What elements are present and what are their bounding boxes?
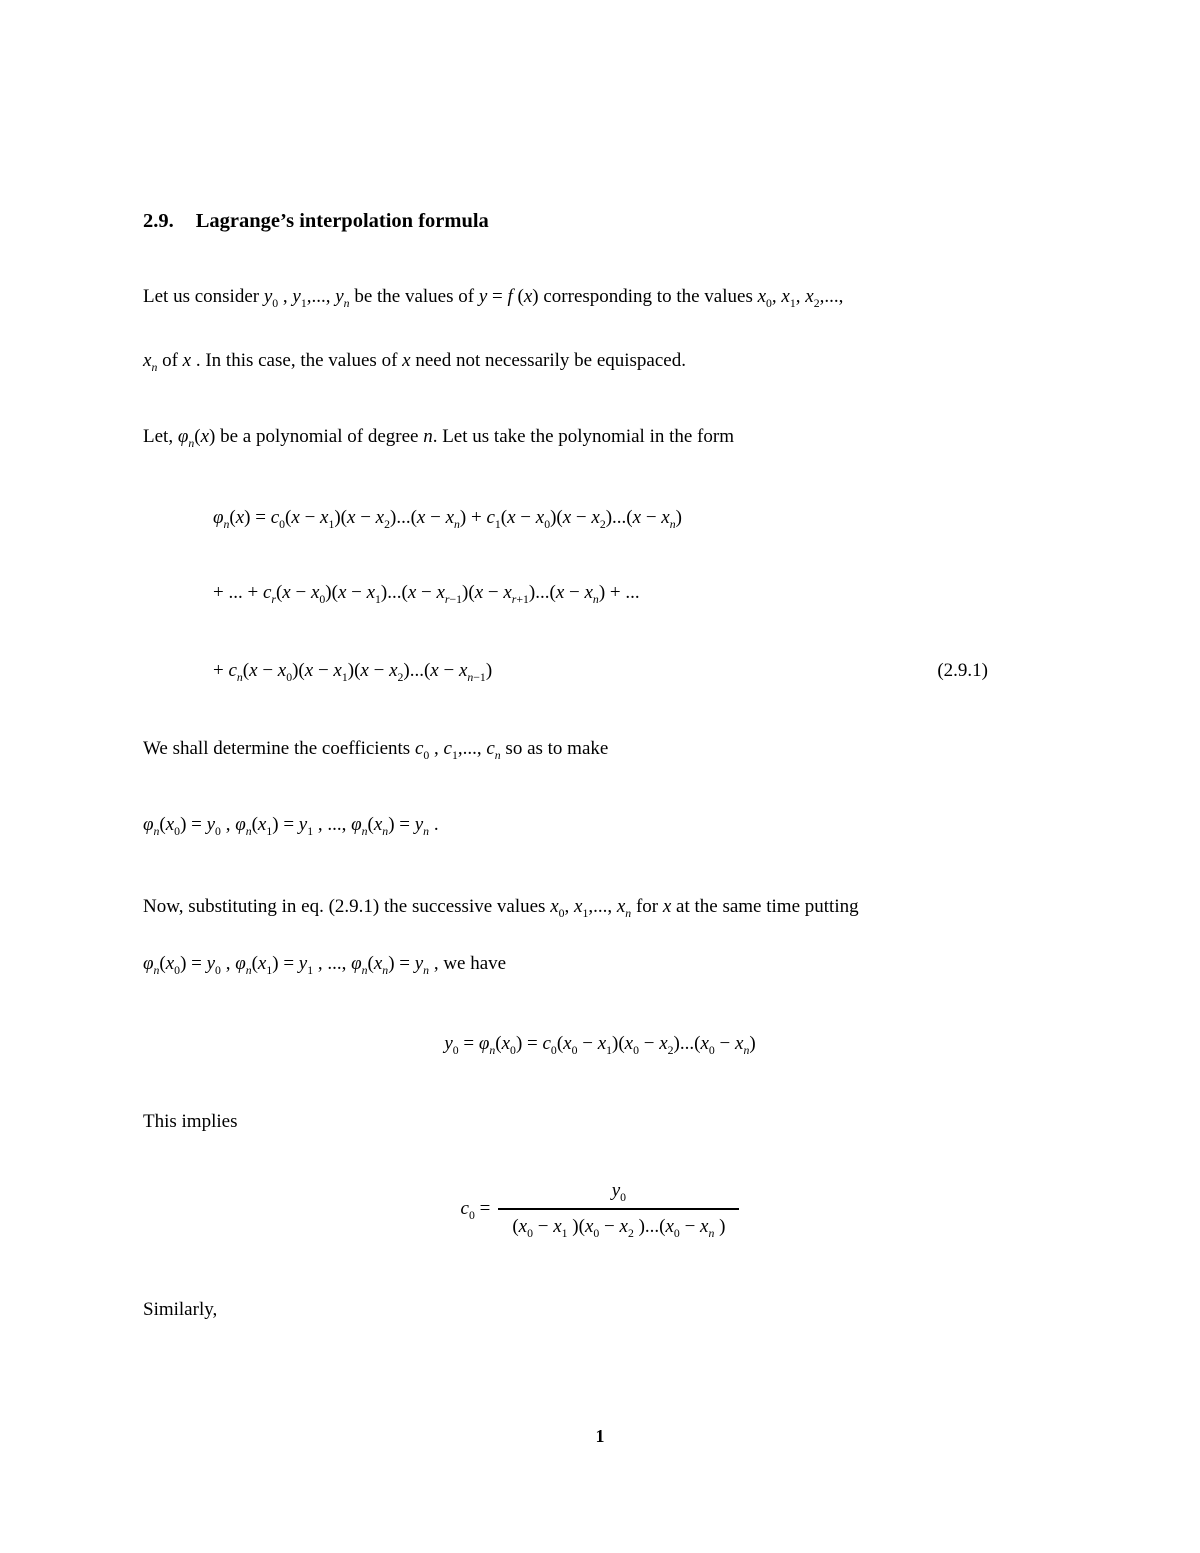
- equation-2-9-1-line-3: [213, 658, 988, 684]
- footer-page-number: 1: [595, 1426, 605, 1446]
- paragraph-4-line-2: $\varphi_n(x_0) = y_0$ , $\varphi_n(x_1) = y_1$ , ..., $\varphi_n(x_n) = y_n$ , we have: [143, 953, 507, 977]
- paragraph-4-line-1: Now, substituting in eq. (2.9.1) the successive values $x_0$, $x_1$,..., $x_n$ for x at the same time putting: [143, 896, 859, 920]
- section-number: 2.9.: [143, 210, 174, 232]
- fraction: [498, 1178, 739, 1239]
- equation-2-9-1-line-3-body: + $c_n(x - x_0)(x - x_1)(x - x_2)...(x - x_{n-1})$: [213, 660, 493, 684]
- paragraph-2: Let, $\varphi_n(x)$ be a polynomial of degree n. Let us take the polynomial in the form: [143, 426, 734, 450]
- paragraph-1-line-2: $x_n$ of x . In this case, the values of x need not necessarily be equispaced.: [143, 350, 686, 374]
- fraction-denominator: ($x_0 - x_1$ )($x_0 - x_2$ )$...(x_0 - x_n$ ): [498, 1208, 739, 1240]
- interpolation-conditions: $\varphi_n(x_0) = y_0$ , $\varphi_n(x_1) = y_1$ , ..., $\varphi_n(x_n) = y_n$ .: [143, 814, 439, 838]
- fraction-numerator: $y_0$: [611, 1180, 627, 1204]
- equation-c0-lhs: $c_0$ =: [460, 1197, 491, 1222]
- equation-2-9-1-line-1: $\varphi_n(x) = c_0(x - x_1)(x - x_2)...(x - x_n) + c_1(x - x_0)(x - x_2)...(x - x_n)$: [213, 507, 682, 531]
- section-heading: [143, 208, 489, 236]
- paragraph-6: Similarly,: [143, 1299, 218, 1320]
- paragraph-5: This implies: [143, 1111, 238, 1132]
- equation-y0: $y_0 = \varphi_n(x_0) = c_0(x_0 - x_1)(x_0 - x_2)...(x_0 - x_n)$: [444, 1033, 756, 1057]
- paragraph-1-line-1: Let us consider $y_0$ , $y_1$,..., $y_n$ be the values of y = f (x) corresponding to the values $x_0$, $x_1$, $x_2$,...,: [143, 286, 844, 310]
- equation-2-9-1-line-2: + ... + $c_r(x - x_0)(x - x_1)...(x - x_{r-1})(x - x_{r+1})...(x - x_n)$ + ...: [213, 582, 640, 606]
- section-title: Lagrange’s interpolation formula: [195, 210, 489, 232]
- equation-c0-formula: [0, 1178, 1200, 1239]
- equation-number-label: (2.9.1): [937, 660, 988, 681]
- paragraph-3: We shall determine the coefficients $c_0$ , $c_1$,..., $c_n$ so as to make: [143, 738, 609, 762]
